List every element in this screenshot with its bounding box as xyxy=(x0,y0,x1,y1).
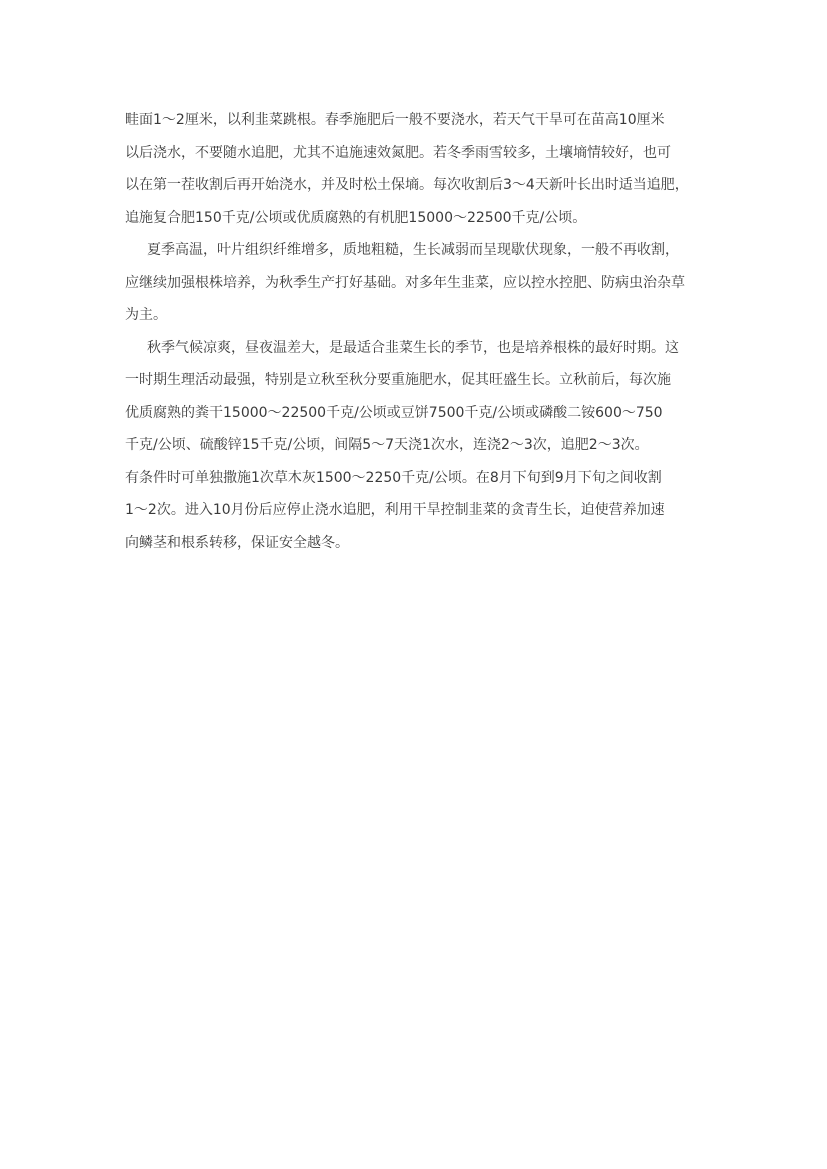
text-line: 向鳞茎和根系转移，保证安全越冬。 xyxy=(125,534,349,551)
text-line: 有条件时可单独撒施1次草木灰1500～2250千克/公顷。在8月下旬到9月下旬之间收割 xyxy=(125,469,662,486)
text-line: 追施复合肥150千克/公顷或优质腐熟的有机肥15000～22500千克/公顷。 xyxy=(125,209,587,226)
paragraph-start-line: 夏季高温，叶片组织纤维增多，质地粗糙，生长减弱而呈现歇伏现象，一般不再收割， xyxy=(147,242,679,258)
text-line: 以后浇水，不要随水追肥，尤其不追施速效氮肥。若冬季雨雪较多，土壤墒情较好，也可 xyxy=(125,144,671,161)
text-line: 优质腐熟的粪干15000～22500千克/公顷或豆饼7500千克/公顷或磷酸二铵600～750 xyxy=(125,404,663,421)
text-line: 一时期生理活动最强，特别是立秋至秋分要重施肥水，促其旺盛生长。立秋前后，每次施 xyxy=(125,372,671,388)
text-line: 千克/公顷、硫酸锌15千克/公顷，间隔5～7天浇1次水，连浇2～3次，追肥2～3次。 xyxy=(125,437,649,453)
paragraph-start-line: 秋季气候凉爽，昼夜温差大，是最适合韭菜生长的季节，也是培养根株的最好时期。这 xyxy=(147,339,679,356)
body-text xyxy=(125,107,710,562)
text-line: 1～2次。进入10月份后应停止浇水追肥，利用干旱控制韭菜的贪青生长，迫使营养加速 xyxy=(125,502,665,518)
text-line: 为主。 xyxy=(125,307,167,323)
text-line: 应继续加强根株培养，为秋季生产打好基础。对多年生韭菜，应以控水控肥、防病虫治杂草 xyxy=(125,274,685,291)
text-line: 以在第一茬收割后再开始浇水，并及时松土保墒。每次收割后3～4天新叶长出时适当追肥， xyxy=(125,177,689,193)
text-line: 畦面1～2厘米，以利韭菜跳根。春季施肥后一般不要浇水，若天气干旱可在苗高10厘米 xyxy=(125,112,665,128)
